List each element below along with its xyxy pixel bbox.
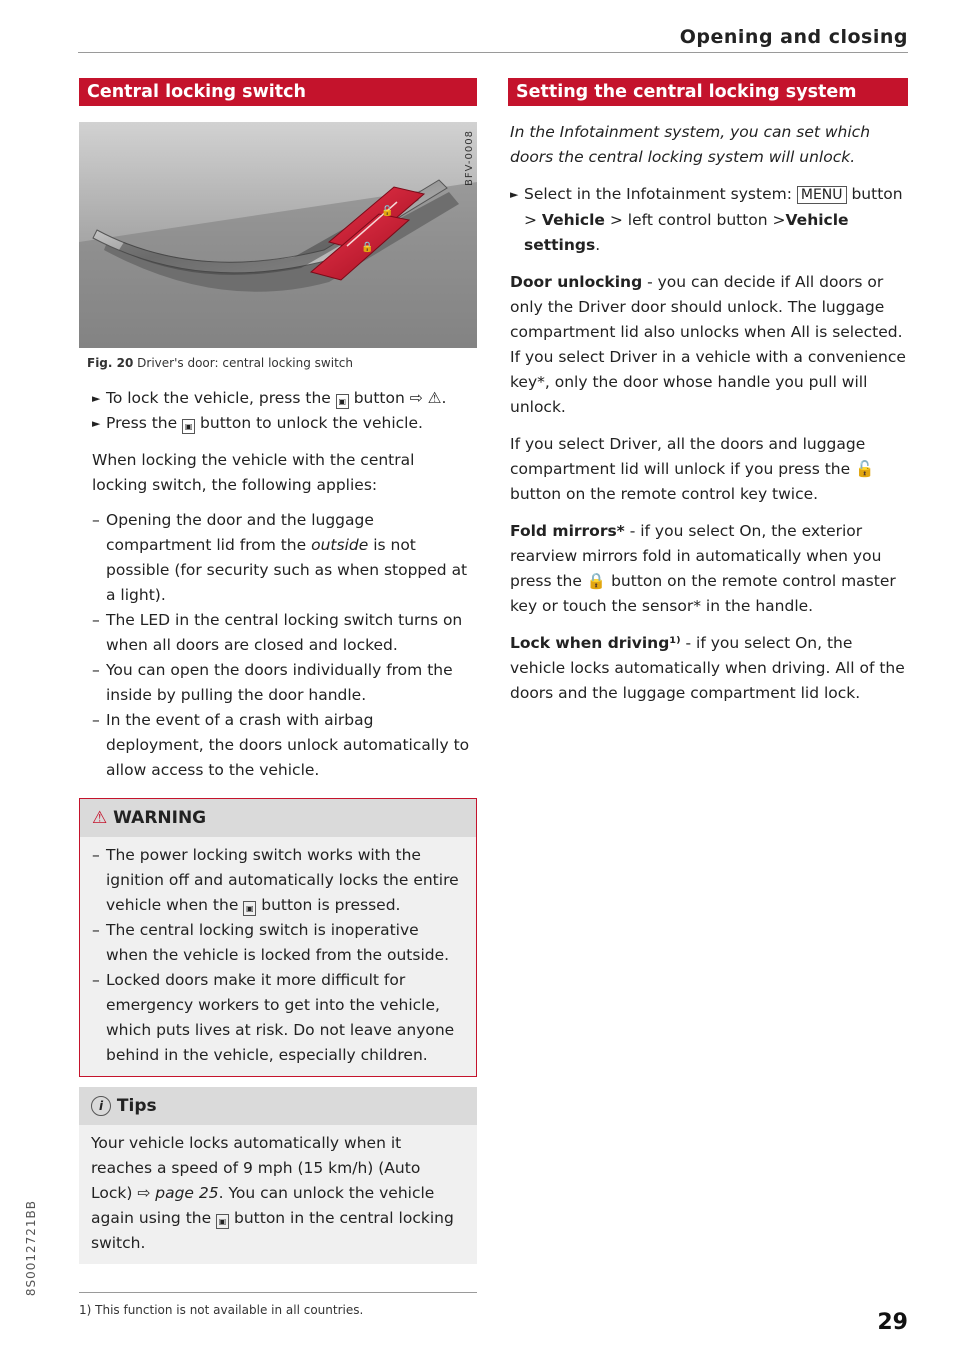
caption-label: Fig. 20 [87,356,134,370]
warning-header [80,799,476,837]
step-text: . [595,236,601,254]
figure-code: BFV-0008 [464,130,475,186]
paragraph-lock-when-driving [510,631,908,706]
step-bold: Vehicle [541,211,605,229]
dash-list [92,508,473,783]
tips-text: Your vehicle locks automatically when it reaches a speed of 9 mph (15 km/h) (Auto Lock) [91,1134,421,1202]
list-item: – The LED in the central locking switch turns on when all doors are closed and locked. [92,611,463,654]
left-body [79,386,477,783]
list-item-text: Opening the door and the luggage compartment lid from the [106,511,374,554]
footnote: 1) This function is not available in all countries. [79,1303,364,1317]
warning-box [79,798,477,1077]
caption-text: Driver's door: central locking switch [137,356,353,370]
menu-key: MENU [797,186,847,204]
tips-paragraph [91,1131,463,1256]
paragraph-text: If you select Driver, all the doors and luggage compartment lid will unlock if you press the 🔓 button on the remote control key twice. [510,435,875,503]
paragraph-term: Lock when driving¹⁾ [510,634,681,652]
step-text: button to unlock the vehicle. [200,414,423,432]
left-column [79,78,477,1317]
list-item-text: You can open the doors individually from the inside by pulling the door handle. [106,661,453,704]
figure-caption [87,356,477,372]
document-code: 8S0012721BB [24,1200,38,1297]
warning-title: WARNING [113,808,207,828]
list-item-text: button is pressed. [261,896,401,914]
page-reference-link[interactable]: ⇨ page 25 [137,1184,219,1202]
list-item: – Opening the door and the luggage compartment lid from the outside is not possible (for security such as when stopped at a light). [92,511,468,604]
tips-body [79,1125,477,1264]
tips-text: button in the central locking switch. [91,1209,454,1252]
list-item-text: The central locking switch is inoperative when the vehicle is locked from the outside. [106,921,450,964]
door-handle-illustration [79,122,477,348]
footnote-rule [79,1292,477,1293]
bullet-arrow-icon: ► [92,392,101,405]
paragraph-fold-mirrors [510,519,908,619]
section-heading-setting-central-locking: Setting the central locking system [508,78,908,106]
step-text: button > [524,185,903,229]
list-item: – You can open the doors individually from the inside by pulling the door handle. [92,661,453,704]
list-item-text: The LED in the central locking switch turns on when all doors are closed and locked. [106,611,463,654]
intro-paragraph: When locking the vehicle with the central locking switch, the following applies: [92,451,415,494]
paragraph-text: - you can decide if All doors or only the Driver door should unlock. The luggage compartment lid also unlocks when All is selected. If you select Driver in a vehicle with a convenience key*, only the door whose handle you pull will unlock. [510,273,906,416]
step-unlock [92,411,473,436]
tips-box [79,1087,477,1264]
warning-triangle-icon: ⚠ [92,808,108,828]
svg-text:🔒: 🔒 [361,242,374,253]
section-heading-central-locking-switch: Central locking switch [79,78,477,106]
step-text: Press the [106,414,178,432]
paragraph-text: - if you select On, the vehicle locks automatically when driving. All of the doors and the luggage compartment lid lock. [510,634,905,702]
list-item: – The power locking switch works with the ignition off and automatically locks the entire vehicle when the ▣ button is pressed. [92,846,459,914]
list-item: – In the event of a crash with airbag deployment, the doors unlock automatically to allow access to the vehicle. [92,711,470,779]
list-item-text: The power locking switch works with the ignition off and automatically locks the entire vehicle when the [106,846,459,914]
paragraph-door-unlocking [510,270,908,420]
paragraph-text: - if you select On, the exterior rearview mirrors fold in automatically when you press the 🔒 button on the remote control master key or touch the sensor* in the handle. [510,522,896,615]
unlock-key-icon: ▣ [182,419,195,434]
step-lock [92,386,473,411]
right-column [508,78,908,706]
tips-text: . You can unlock the vehicle again using the [91,1184,435,1227]
paragraph-driver [510,432,908,507]
svg-text:🔓: 🔓 [381,206,394,217]
list-item-text: Locked doors make it more difficult for emergency workers to get into the vehicle, which puts lives at risk. Do not leave anyone behind in the vehicle, especially children. [106,971,455,1064]
step-text: To lock the vehicle, press the [106,389,331,407]
running-header: Opening and closing [679,26,908,48]
list-item-text: In the event of a crash with airbag deployment, the doors unlock automatically to allow access to the vehicle. [106,711,470,779]
lock-key-icon: ▣ [243,901,256,916]
list-item-emphasis: outside [311,536,369,554]
list-item: – Locked doors make it more difficult for emergency workers to get into the vehicle, which puts lives at risk. Do not leave anyone behind in the vehicle, especially children. [92,971,455,1064]
info-icon: i [91,1096,111,1116]
bullet-arrow-icon: ► [510,188,519,201]
intro-paragraph: In the Infotainment system, you can set which doors the central locking system will unlock. [510,123,871,166]
right-body [508,120,908,706]
paragraph-term: Fold mirrors* [510,522,625,540]
tips-title: Tips [116,1096,157,1116]
lock-key-icon: ▣ [336,394,349,409]
step-text: Select in the Infotainment system: [524,185,792,203]
header-rule [78,52,908,53]
step-text: > left control button > [604,211,786,229]
warning-body [80,837,476,1076]
list-item: – The central locking switch is inoperative when the vehicle is locked from the outside. [92,921,450,964]
step-bold: Vehicle settings [524,211,849,254]
bullet-arrow-icon: ► [92,417,101,430]
list-item-text: is not possible (for security such as when stopped at a light). [106,536,468,604]
step-select-menu [510,182,908,258]
unlock-key-icon: ▣ [216,1214,229,1229]
page-number: 29 [877,1310,908,1335]
paragraph-term: Door unlocking [510,273,643,291]
step-text: button ⇨ ⚠. [353,389,447,407]
figure-door-handle [79,122,477,348]
tips-header [79,1087,477,1125]
